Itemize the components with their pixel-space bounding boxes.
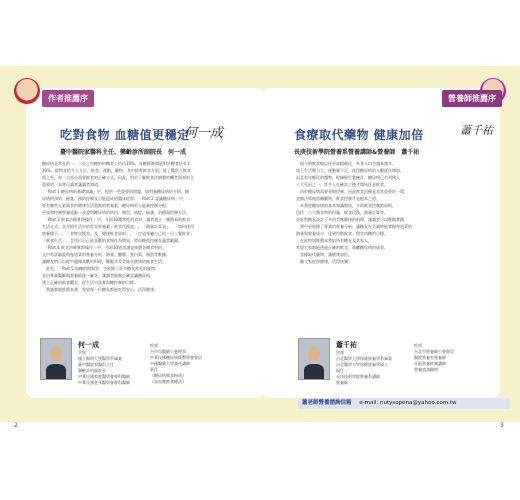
body-line: 食療取代藥物，讓健康加倍。 <box>296 252 352 257</box>
chef-mascot-icon <box>14 78 40 104</box>
credential-item: 長庚技術學院營養系講師 <box>336 374 380 379</box>
body-line: 我誠摯地推薦本書，希望每一位糖友都能吃得安心、活得健康。 <box>42 287 158 292</box>
credential-item: 臺中醫院家醫科主任 <box>78 362 114 367</box>
right-col2-list <box>414 349 504 373</box>
left-col1-label: 學歷 <box>78 350 86 355</box>
body-line: 重要的。本書可讀者讓讀者知道。 <box>42 182 102 187</box>
body-line: 尿病的預防、檢查、預防控制及可能造成的臨床症狀；「Part 2 認識糖尿病」中， <box>42 196 187 201</box>
left-headline: 吃對食物 血糖值更穩定 <box>60 128 190 142</box>
left-signature: 何一成 <box>184 126 224 141</box>
body-line: 需之外，每一大部分需要飲食的正確方式，因此，對於了解飲食法調整的轉者需要的全 <box>42 175 194 180</box>
credential-item: 中華民國糖尿病衛教學會會員 <box>150 355 202 360</box>
body-line: 並由專業醫師與營養師逐一解答，讓讀者能夠正確認識糖尿病， <box>42 273 154 278</box>
left-byline: 臺中醫院家醫科主任、樂齡診所副院長 何一成 <box>60 149 187 156</box>
right-author-name: 蕭千祐 <box>336 341 357 349</box>
author-preface-ribbon: 作者推薦序 <box>42 90 94 107</box>
body-line: 願大家吃得健康，活得快樂！ <box>296 259 352 264</box>
body-line: 糖尿病是常見的一、二並之中糖妙的轉者大約佔10%，血糖經濟開展對於轉者佔有半 <box>42 161 191 166</box>
body-line: 十大死因之一，許多人在確診之後才開始注意飲食。 <box>296 182 388 187</box>
left-author-photo <box>40 338 72 380</box>
right-headline: 食療取代藥物 健康加倍 <box>294 128 424 142</box>
credential-item: 《高血壓飲食療法》 <box>150 379 186 384</box>
credential-item: 著作： <box>150 367 162 372</box>
body-line: 文中有詳細說明每道菜的營養分析、熱量、醣類、蛋白質、脂肪等數據， <box>42 252 170 257</box>
body-line: 並針對糖友設計了多道美味健康的料理，讓讀者可以輕鬆實踐。 <box>296 217 408 222</box>
credential-item: 樂齡診所副院長 <box>78 368 106 373</box>
credential-item: 《糖尿病飲食指南》 <box>150 373 186 378</box>
left-col2-label: 經歷 <box>150 343 158 348</box>
body-line: 而且有年輕化的趨勢。根據衛生署統計，糖尿病已名列國人 <box>296 175 400 180</box>
credential-item: 台北醫學大學保健營養學系畢業 <box>336 356 392 361</box>
body-line: 營養標示」、「食物交換表」及「健康飲食原則」，「打造專屬自己的一日三餐飲食」 <box>42 231 194 236</box>
left-author-name: 何一成 <box>78 341 99 349</box>
credential-item: 中華民國家庭醫學會專科醫師 <box>78 374 130 379</box>
credential-item: 台北醫學大學保健營養學碩士 <box>336 362 388 367</box>
body-line: 「Part 3 飲食治療實際操作」中，介紹30種常吃的食材，讀者建立一種簡易的飲食 <box>42 217 191 222</box>
body-line: 「Part 4 飲食治療實際操作」中，介紹30道食譜並推薦各種食材的， <box>42 245 167 250</box>
body-line: 「Part 1 糖尿病的基礎知識」中，提供一些重要的問題，如對量糖尿病的介紹，糖 <box>42 189 189 194</box>
left-col2-list <box>150 349 230 385</box>
body-line: 包括：六大類食物的份量、飲食代換、熱量計算等， <box>296 210 388 215</box>
left-col1-list <box>78 356 144 386</box>
credential-item: 台中市醫師公會理事 <box>150 349 186 354</box>
right-page-number: 3 <box>500 422 504 429</box>
dietitian-preface-ribbon: 營養師推薦序 <box>442 90 502 107</box>
credential-item: 社區營養推廣講師 <box>414 361 446 366</box>
body-line: 建立正確的飲食觀念，從生活中落實血糖控制的目標。 <box>42 280 138 285</box>
body-line: 更加和控制營養重點一步說明糖尿病的病因、類型、病症、檢測、治療與控制方法。 <box>42 210 190 215</box>
right-author-photo <box>298 338 330 380</box>
credential-item: 營養師 <box>336 380 348 385</box>
email-consult-bar <box>298 398 510 409</box>
email-label: 蕭老師營養諮詢信箱 <box>302 400 352 406</box>
body-line: 現今的飲食較以往更加精緻化，外食人口也越來越多， <box>296 161 396 166</box>
body-line: 希望大家都能透過正確的飲食，遠離糖尿病的威脅。 <box>296 245 388 250</box>
body-line: 加上生活壓力大、運動量不足，使得糖尿病的人數逐年增加， <box>296 168 404 173</box>
right-signature: 蕭千祐 <box>460 124 493 137</box>
body-line: 要有哪些元素與食的健康生活重點的營養素，糖尿病的人能量控制分配； <box>42 203 170 208</box>
credential-item: 現任： <box>336 368 348 373</box>
body-line: 由於糖尿病需要長期控制，因此飲食治療是非常重要的一環， <box>296 189 408 194</box>
body-line: 並無法單純依賴藥物，飲食控制才是根本之道。 <box>296 196 380 201</box>
right-col1-list <box>336 356 406 386</box>
credential-item: 醫院營養室營養師 <box>414 355 446 360</box>
right-col2-label: 經歷 <box>414 343 422 348</box>
body-line: 本書從糖尿病的基本知識開始，介紹飲食控制的原則， <box>296 203 396 208</box>
right-col1-label: 學歷 <box>336 350 344 355</box>
credential-item: 中華民國老年醫學會專科醫師 <box>78 380 130 385</box>
right-byline: 長庚技術學院營養系營養講師&營養師 蕭千祐 <box>294 149 420 156</box>
body-line: 30%。除物食的介入方法，飲食、運動、藥物，其中除有飲食方面，除了醫學入飲食 <box>42 168 191 173</box>
body-line: 此外，「Part 5 血糖的問與答」也收錄了許多糖友常見的疑問， <box>42 266 159 271</box>
left-body-text <box>42 160 246 293</box>
left-page-number: 2 <box>14 422 18 429</box>
body-line: 「飲食生活」，且找出自己最喜歡的食物作為開始，將血糖值控制在適當範圍。 <box>42 238 182 243</box>
credential-item: 中國醫藥大學兼任講師 <box>150 361 190 366</box>
credential-item: 國立陽明大學醫學系畢業 <box>78 356 122 361</box>
credential-item: 台北市營養師公會會員 <box>414 349 454 354</box>
email-address[interactable]: e-mail: nutysopena@yahoo.com.tw <box>359 400 457 406</box>
body-line: 讓糖友們可以從中選擇喜歡的料理，輕鬆享受美味又健康的飲食生活。 <box>42 259 166 264</box>
right-body-text <box>296 160 506 265</box>
body-line: 書中更收錄了專業的營養分析，讓糖友在烹調時能掌握每道菜的 <box>296 224 412 229</box>
credential-item: 營養諮詢顧問 <box>414 367 438 372</box>
body-line: 生活方式，並介紹生活中的常見營養素「飲食代換表」，「熱量計算表」、「如何使用 <box>42 224 194 229</box>
body-line: 熱量與營養成分，達到均衡飲食、穩定血糖的目標。 <box>296 231 388 236</box>
body-line: 在此特別推薦本書給所有糖友及其家人， <box>296 238 372 243</box>
